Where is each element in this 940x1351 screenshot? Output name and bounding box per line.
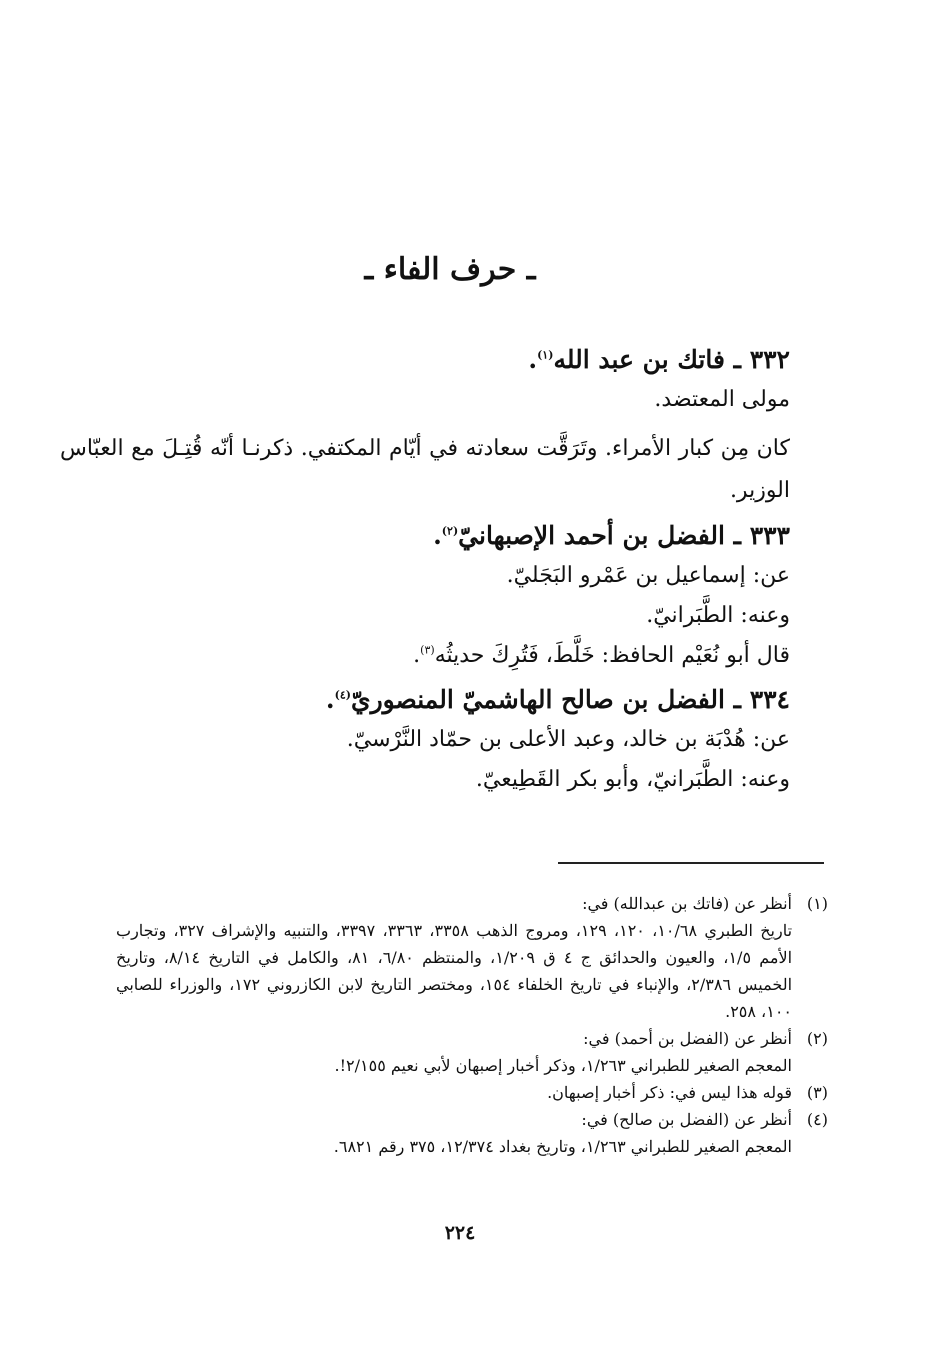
entry-heading — [90, 680, 790, 720]
footnote-1 — [116, 890, 828, 1025]
entry-heading-text: ٣٣٢ ـ فاتك بن عبد الله — [553, 345, 790, 374]
entry-334 — [90, 680, 790, 800]
footnote-text: المعجم الصغير للطبراني ١/٢٦٣، وذكر أخبار إصبهان لأبي نعيم ٢/١٥٥!. — [334, 1056, 792, 1075]
entry-line — [90, 636, 790, 676]
footnote-ref: (٢) — [441, 524, 459, 538]
footnote-ref: (٤) — [334, 688, 351, 702]
footnote-intro: قوله هذا ليس في: ذكر أخبار إصبهان. — [547, 1083, 792, 1102]
entry-line: مولى المعتضد. — [654, 387, 790, 412]
footnote-4 — [116, 1106, 828, 1160]
heading-period: . — [528, 345, 538, 374]
heading-period: . — [325, 685, 335, 714]
main-text — [60, 336, 790, 800]
footnote-2 — [116, 1025, 828, 1079]
entry-heading-text: ٣٣٣ ـ الفضل بن أحمد الإصبهانيّ — [458, 521, 790, 550]
entry-line: وعنه: الطَّبَرانيّ، وأبو بكر القَطِيعيّ. — [475, 767, 790, 792]
footnote-number: (٣) — [806, 1083, 828, 1102]
entry-heading — [90, 340, 790, 380]
entry-332 — [60, 340, 790, 512]
footnote-intro: أنظر عن (فاتك بن عبدالله) في: — [582, 894, 792, 913]
footnote-3 — [116, 1079, 828, 1106]
footnote-head — [116, 1025, 828, 1052]
spacer — [90, 420, 790, 428]
entry-heading — [90, 516, 790, 556]
footnote-head — [116, 890, 828, 917]
entry-line-text: قال أبو نُعَيْم الحافظ: خَلَّطَ، فَتُرِكَ حديثُه — [434, 643, 790, 668]
footnote-separator — [558, 862, 824, 864]
footnotes — [116, 890, 828, 1160]
footnote-number: (٢) — [806, 1029, 828, 1048]
footnote-intro: أنظر عن (الفضل بن صالح) في: — [581, 1110, 792, 1129]
entry-line: عن: هُدْبَة بن خالد، وعبد الأعلى بن حمّاد النَّرْسيّ. — [346, 727, 790, 752]
footnote-head — [116, 1106, 828, 1133]
footnote-text: تاريخ الطبري ١٠/٦٨، ١٢٠، ١٢٩، ومروج الذهب ٣٣٥٨، ٣٣٦٣، ٣٣٩٧، والتنبيه والإشراف ٣٢٧، وتجارب الأمم ١/٥، والعيون والحدائق ج ٤ ق ١/٢٠٩، والمنتظم ٦/٨٠، ٨١، والكامل في التاريخ ٨/١٤، وتاريخ الخميس ٢/٣٨٦، والإنباء في تاريخ الخلفاء ١٥٤، ومختصر التاريخ لابن الكازروني ١٧٢، والوزراء للصابي ١٠٠، ٢٥٨. — [116, 921, 793, 1021]
chapter-title: ـ حرف الفاء ـ — [364, 252, 536, 287]
entry-line: عن: إسماعيل بن عَمْرو البَجَليّ. — [506, 563, 790, 588]
entry-333 — [90, 516, 790, 676]
footnote-ref: (١) — [537, 348, 554, 362]
footnote-number: (١) — [806, 894, 828, 913]
line-period: . — [413, 643, 421, 668]
footnote-intro: أنظر عن (الفضل بن أحمد) في: — [583, 1029, 792, 1048]
footnote-head — [116, 1079, 828, 1106]
heading-period: . — [433, 521, 442, 550]
entry-heading-text: ٣٣٤ ـ الفضل بن صالح الهاشميّ المنصوريّ — [351, 685, 790, 714]
entry-line: وعنه: الطَّبَرانيّ. — [646, 603, 790, 628]
entry-paragraph: كان مِن كبار الأمراء. وتَرَقَّت سعادته في أيّام المكتفي. ذكرنـا أنّه قُتِـلَ مع العبّاس الوزير. — [60, 436, 790, 503]
page-number: ٢٢٤ — [444, 1222, 476, 1244]
footnote-text: المعجم الصغير للطبراني ١/٢٦٣، وتاريخ بغداد ١٢/٣٧٤، ٣٧٥ رقم ٦٨٢١. — [333, 1137, 792, 1156]
footnote-ref: (٣) — [420, 643, 435, 657]
footnote-number: (٤) — [806, 1110, 828, 1129]
